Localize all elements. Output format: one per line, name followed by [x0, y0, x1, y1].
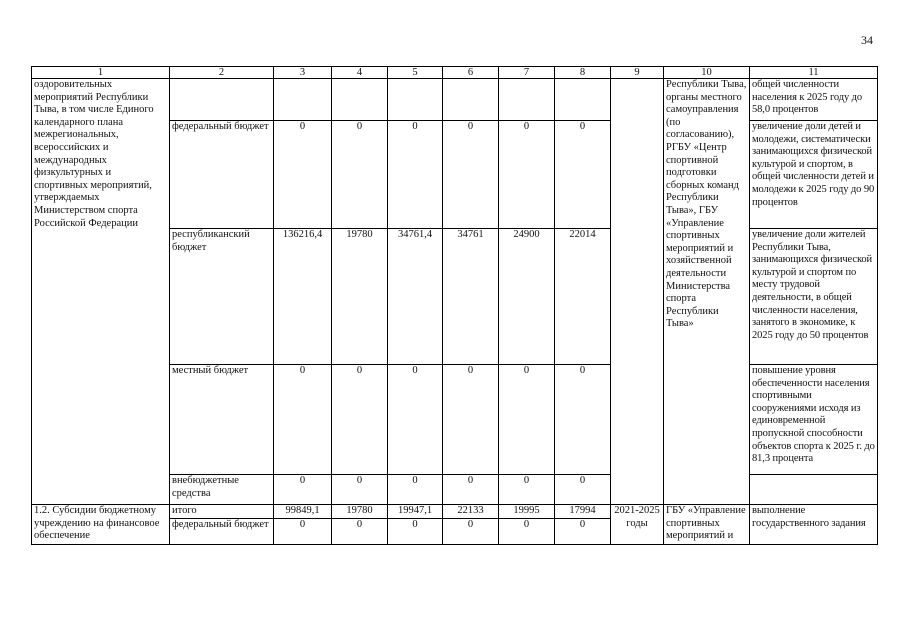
value-cell: 0	[332, 475, 388, 505]
header-cell: 6	[443, 67, 499, 79]
funding-source-label: местный бюджет	[170, 365, 274, 475]
value-cell: 0	[555, 519, 611, 545]
value-cell: 0	[332, 365, 388, 475]
header-cell: 8	[555, 67, 611, 79]
indicator-cell: общей численности населения к 2025 году до 58,0 процентов	[750, 79, 878, 121]
value-cell: 24900	[499, 229, 555, 365]
program-table	[31, 66, 878, 545]
period-cell: 2021-2025 годы	[611, 505, 664, 545]
column-numbers-row	[32, 67, 878, 79]
value-cell: 0	[555, 121, 611, 229]
table-row	[32, 79, 878, 121]
funding-source-label: федеральный бюджет	[170, 121, 274, 229]
header-cell: 9	[611, 67, 664, 79]
value-cell: 0	[499, 121, 555, 229]
funding-source-label: республиканский бюджет	[170, 229, 274, 365]
value-cell: 99849,1	[274, 505, 332, 519]
value-cell: 22014	[555, 229, 611, 365]
value-cell: 0	[555, 475, 611, 505]
header-cell: 4	[332, 67, 388, 79]
activity-description: оздоровительных мероприятий Республики Тыва, в том числе Единого календарного плана межрегиональных, всероссийских и международных физкультурных и спортивных мероприятий, утверждаемых Министерством спорта Российской Федерации	[32, 79, 170, 505]
header-cell: 5	[388, 67, 443, 79]
funding-source-label: внебюджетные средства	[170, 475, 274, 505]
value-cell: 0	[388, 121, 443, 229]
funding-source-label: итого	[170, 505, 274, 519]
executors-cell: Республики Тыва, органы местного самоуправления (по согласованию), РГБУ «Центр спортивной подготовки сборных команд Республики Тыва», ГБУ «Управление спортивных мероприятий и хозяйственной деятельности Министерства спорта Республики Тыва»	[664, 79, 750, 505]
indicator-cell: увеличение доли жителей Республики Тыва, занимающихся физической культурой и спортом по месту трудовой деятельности, в общей численности населения, занятого в экономике, к 2025 году до 50 процентов	[750, 229, 878, 365]
header-cell: 2	[170, 67, 274, 79]
value-cell: 34761,4	[388, 229, 443, 365]
indicator-cell: увеличение доли детей и молодежи, систематически занимающихся физической культурой и спортом, в общей численности детей и молодежи к 2025 году до 90 процентов	[750, 121, 878, 229]
value-cell: 136216,4	[274, 229, 332, 365]
indicator-cell: выполнение государственного задания	[750, 505, 878, 545]
value-cell: 0	[274, 519, 332, 545]
indicator-cell: повышение уровня обеспеченности населения спортивными сооружениями исходя из единовременной пропускной способности объектов спорта к 2025 г. до 81,3 процента	[750, 365, 878, 475]
value-cell: 34761	[443, 229, 499, 365]
period-cell-empty	[611, 79, 664, 505]
value-cell: 17994	[555, 505, 611, 519]
page-number: 34	[861, 33, 873, 47]
value-cell: 0	[274, 475, 332, 505]
value-cell: 19780	[332, 505, 388, 519]
header-cell: 7	[499, 67, 555, 79]
value-cell: 0	[388, 365, 443, 475]
source-cell-empty	[170, 79, 274, 121]
header-cell: 11	[750, 67, 878, 79]
value-cell: 0	[499, 519, 555, 545]
header-cell: 1	[32, 67, 170, 79]
value-cell: 0	[499, 475, 555, 505]
executors-cell: ГБУ «Управление спортивных мероприятий и	[664, 505, 750, 545]
value-cell: 0	[332, 519, 388, 545]
value-cell: 0	[274, 121, 332, 229]
value-cell: 0	[388, 475, 443, 505]
value-cell: 0	[555, 365, 611, 475]
value-cell: 0	[274, 365, 332, 475]
indicator-cell-empty	[750, 475, 878, 505]
value-cell: 0	[332, 121, 388, 229]
funding-source-label: федеральный бюджет	[170, 519, 274, 545]
value-cell: 0	[443, 519, 499, 545]
header-cell: 3	[274, 67, 332, 79]
value-cell: 19780	[332, 229, 388, 365]
value-cell: 22133	[443, 505, 499, 519]
header-cell: 10	[664, 67, 750, 79]
activity-description: 1.2. Субсидии бюджетному учреждению на финансовое обеспечение	[32, 505, 170, 545]
table-row	[32, 505, 878, 519]
value-cell: 0	[499, 365, 555, 475]
value-cell: 0	[443, 475, 499, 505]
value-cell: 19947,1	[388, 505, 443, 519]
value-cell: 0	[443, 121, 499, 229]
value-cell: 0	[388, 519, 443, 545]
value-cell: 0	[443, 365, 499, 475]
value-cell: 19995	[499, 505, 555, 519]
